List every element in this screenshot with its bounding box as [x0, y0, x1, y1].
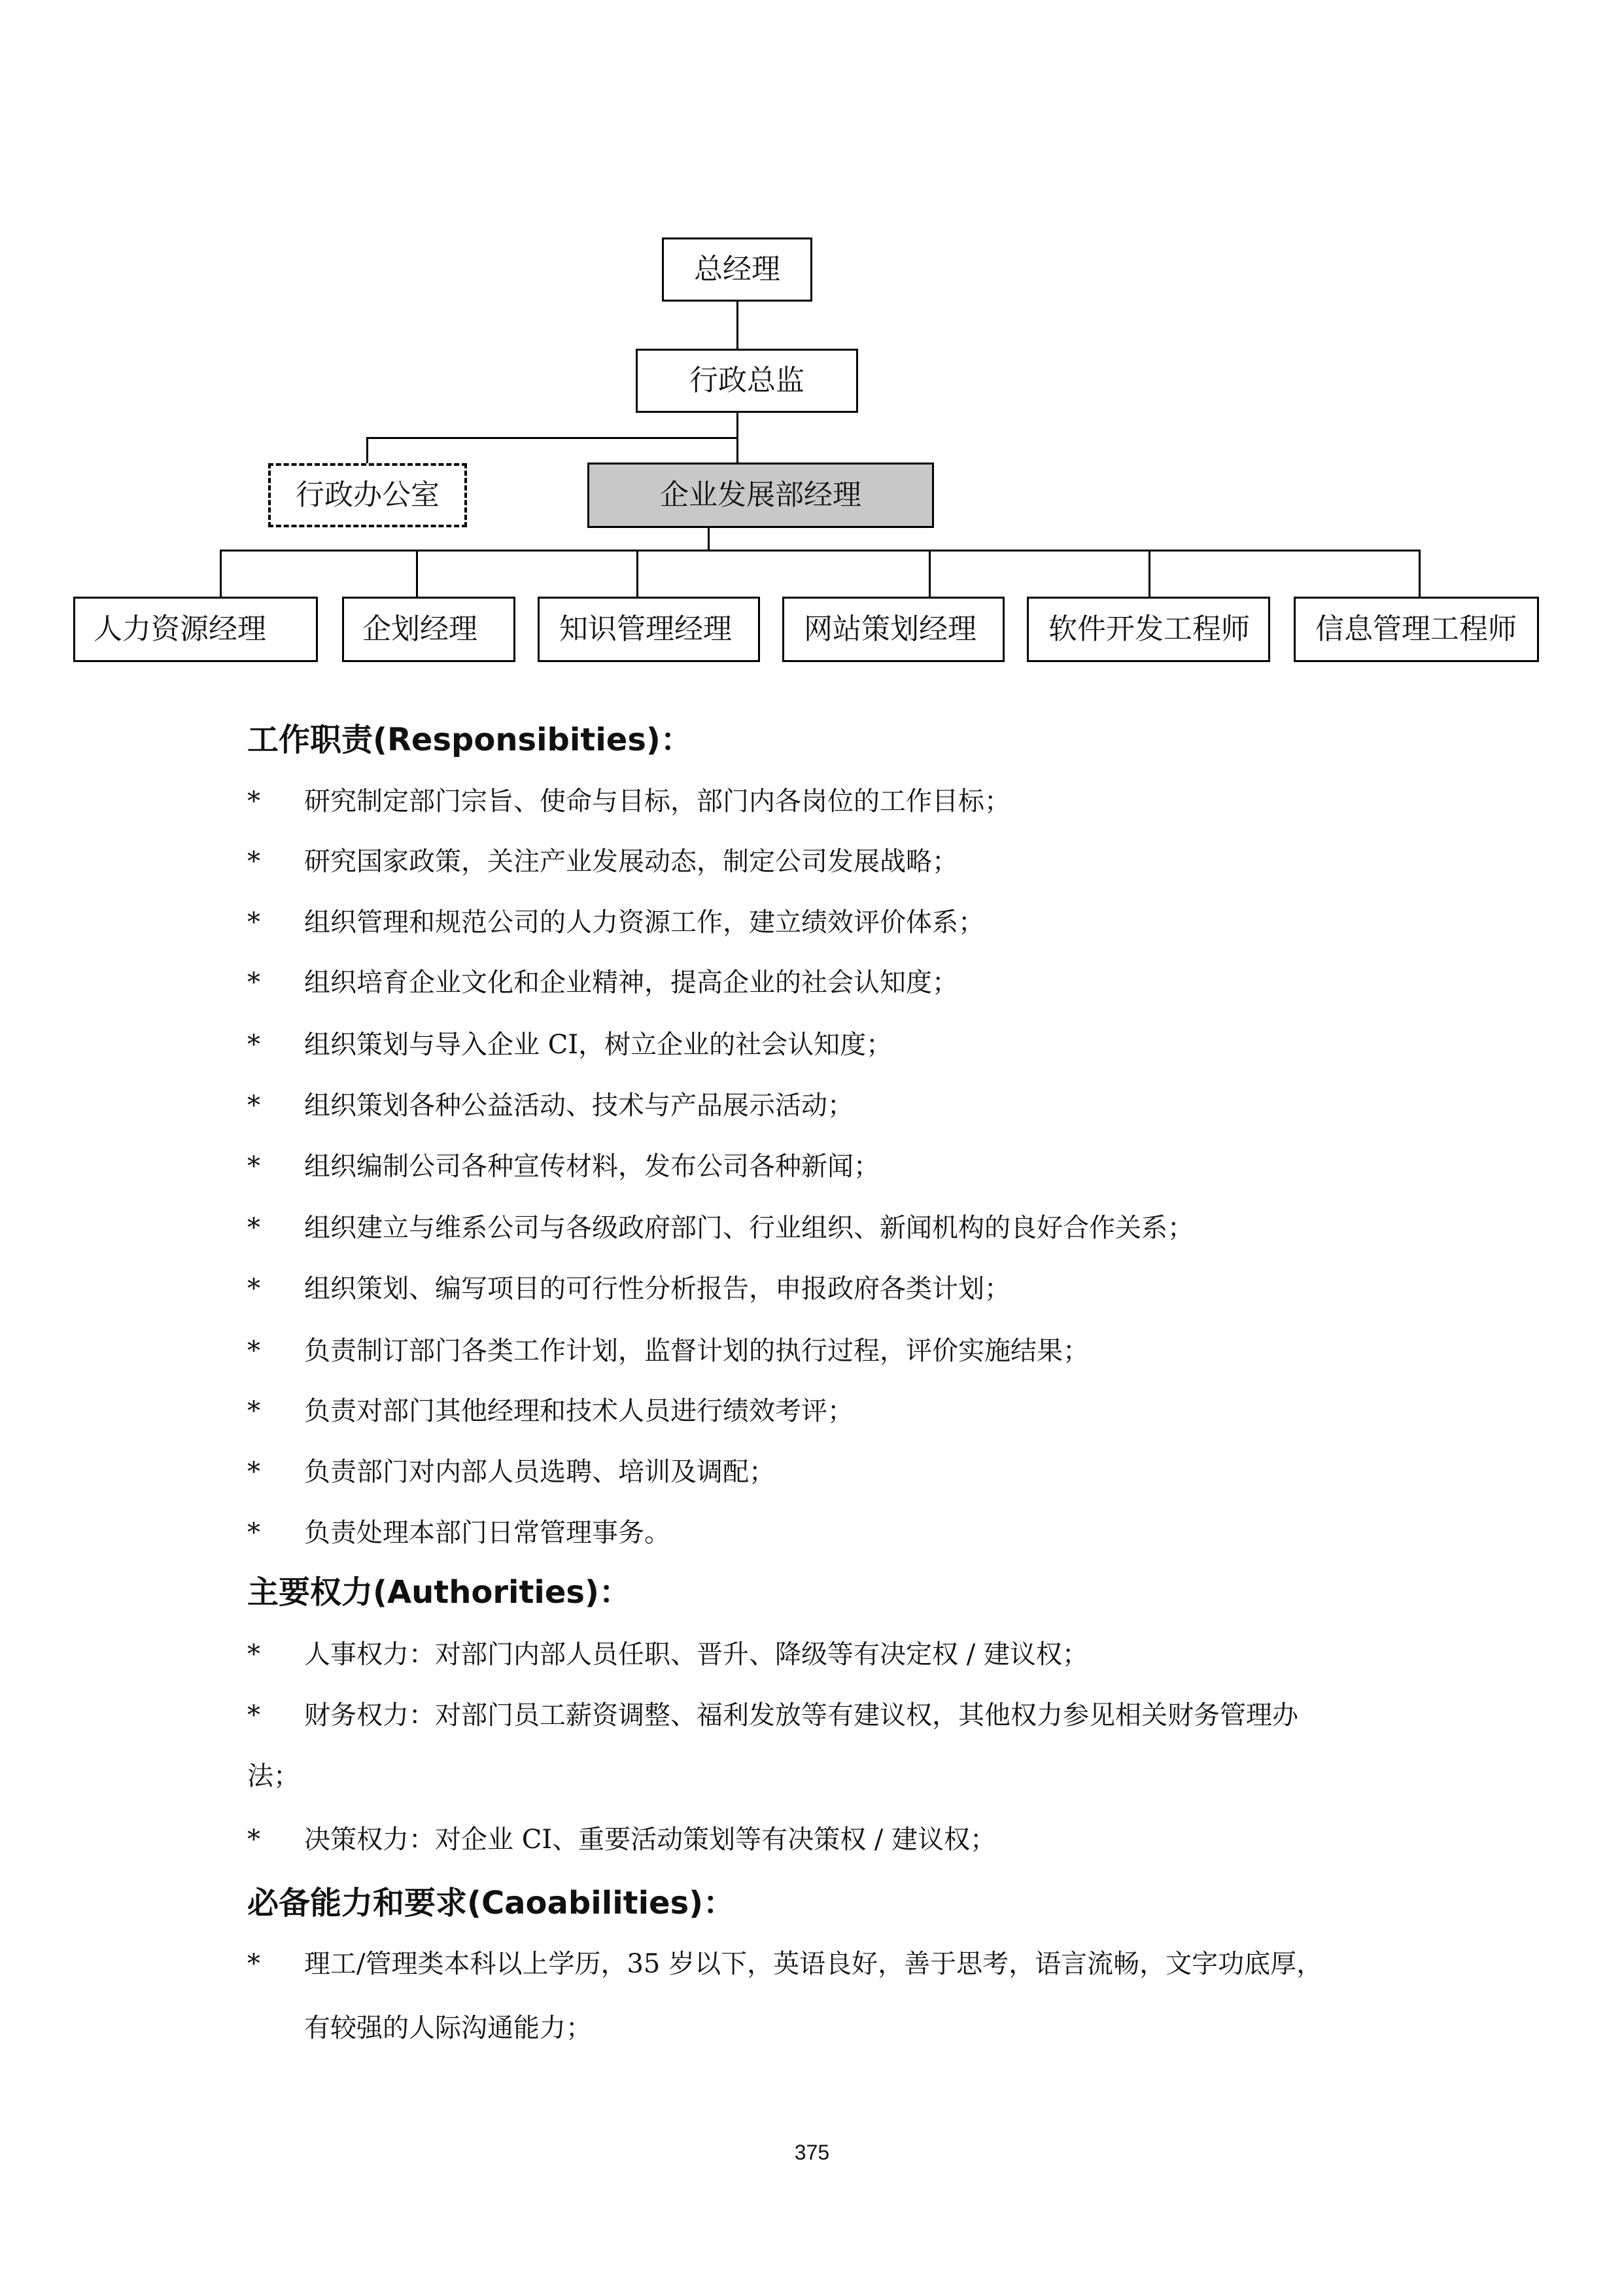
connector: [366, 437, 738, 439]
list-item: * 组织管理和规范公司的人力资源工作，建立绩效评价体系；: [247, 907, 984, 937]
connector: [929, 550, 931, 597]
org-node-admin-office: 行政办公室: [268, 463, 467, 527]
connector: [1419, 550, 1421, 597]
connector: [416, 550, 418, 597]
org-node-hr-manager: 人力资源经理: [73, 597, 318, 662]
page-number: 375: [794, 2141, 830, 2164]
list-item: * 组织策划与导入企业 CI，树立企业的社会认知度；: [247, 1030, 893, 1060]
org-node-info-engineer: 信息管理工程师: [1294, 597, 1539, 662]
list-item: * 组织策划、编写项目的可行性分析报告，申报政府各类计划；: [247, 1274, 1011, 1304]
connector: [708, 528, 710, 552]
list-item: * 决策权力：对企业 CI、重要活动策划等有决策权 / 建议权；: [247, 1825, 997, 1855]
list-item: * 负责制订部门各类工作计划，监督计划的执行过程，评价实施结果；: [247, 1336, 1089, 1366]
connector: [1149, 550, 1150, 597]
list-item: * 组织培育企业文化和企业精神，提高企业的社会认知度；: [247, 968, 958, 998]
list-item: * 财务权力：对部门员工薪资调整、福利发放等有建议权，其他权力参见相关财务管理办: [247, 1700, 1298, 1730]
responsibilities-heading: 工作职责(Responsibities)：: [247, 722, 692, 758]
org-node-software-engineer: 软件开发工程师: [1027, 597, 1270, 662]
connector: [220, 550, 222, 597]
list-item: * 负责部门对内部人员选聘、培训及调配；: [247, 1457, 775, 1487]
capabilities-heading: 必备能力和要求(Caoabilities)：: [247, 1885, 735, 1921]
list-item-continuation: 有较强的人际沟通能力；: [304, 2013, 592, 2043]
org-node-dept-manager: 企业发展部经理: [587, 463, 934, 528]
org-node-planning-manager: 企划经理: [342, 597, 515, 662]
org-node-ceo: 总经理: [662, 237, 812, 302]
list-item: * 理工/管理类本科以上学历，35 岁以下，英语良好，善于思考，语言流畅，文字功底厚，: [247, 1949, 1323, 1979]
list-item-continuation: 法；: [247, 1761, 300, 1791]
list-item: * 研究国家政策，关注产业发展动态，制定公司发展战略；: [247, 847, 958, 877]
connector: [366, 437, 368, 463]
list-item: * 研究制定部门宗旨、使命与目标，部门内各岗位的工作目标；: [247, 786, 1011, 816]
list-item: * 负责处理本部门日常管理事务。: [247, 1518, 670, 1548]
list-item: * 人事权力：对部门内部人员任职、晋升、降级等有决定权 / 建议权；: [247, 1639, 1088, 1670]
list-item: * 组织建立与维系公司与各级政府部门、行业组织、新闻机构的良好合作关系；: [247, 1213, 1194, 1243]
list-item: * 组织编制公司各种宣传材料，发布公司各种新闻；: [247, 1151, 880, 1182]
connector: [736, 302, 738, 350]
connector: [220, 550, 1421, 552]
connector: [636, 550, 638, 597]
org-node-website-manager: 网站策划经理: [782, 597, 1005, 662]
org-node-knowledge-manager: 知识管理经理: [538, 597, 760, 662]
org-node-admin-director: 行政总监: [636, 349, 858, 413]
authorities-heading: 主要权力(Authorities)：: [247, 1574, 631, 1611]
list-item: * 负责对部门其他经理和技术人员进行绩效考评；: [247, 1396, 854, 1426]
list-item: * 组织策划各种公益活动、技术与产品展示活动；: [247, 1091, 854, 1121]
